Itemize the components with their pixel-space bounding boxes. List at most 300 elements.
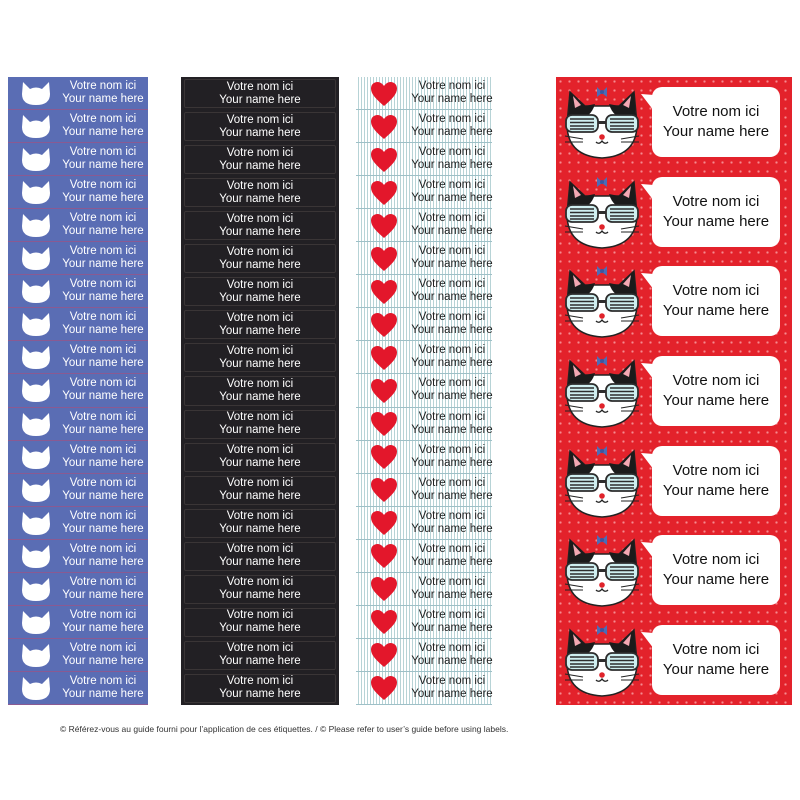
name-line-french: Votre nom ici	[69, 575, 137, 588]
name-line-english: Your name here	[219, 192, 301, 205]
name-line-english: Your name here	[662, 302, 770, 320]
name-line-english: Your name here	[411, 324, 493, 337]
label-text	[412, 441, 492, 473]
name-line-french: Votre nom ici	[69, 608, 137, 621]
name-line-english: Your name here	[62, 654, 144, 667]
name-line-english: Your name here	[219, 556, 301, 569]
label-text	[412, 176, 492, 208]
cat-with-sunglasses-icon	[561, 174, 643, 250]
name-line-english: Your name here	[411, 192, 493, 205]
name-label	[181, 176, 339, 209]
name-line-english: Your name here	[219, 655, 301, 668]
name-label	[356, 507, 492, 540]
label-text	[412, 209, 492, 241]
name-label	[356, 441, 492, 474]
name-line-english: Your name here	[219, 357, 301, 370]
name-label	[556, 77, 792, 167]
name-line-english: Your name here	[62, 456, 144, 469]
name-line-french: Votre nom ici	[418, 179, 486, 192]
name-line-english: Your name here	[62, 687, 144, 700]
name-line-english: Your name here	[62, 159, 144, 172]
name-label	[181, 242, 339, 275]
name-line-french: Votre nom ici	[672, 461, 760, 479]
cat-with-sunglasses-icon	[561, 443, 643, 519]
name-label	[181, 143, 339, 176]
name-label	[356, 176, 492, 209]
cat-with-sunglasses-icon	[561, 353, 643, 429]
label-strip-striped-hearts	[356, 77, 492, 705]
label-text	[181, 672, 339, 705]
name-line-english: Your name here	[62, 192, 144, 205]
label-text	[412, 275, 492, 307]
cat-head-icon	[20, 577, 52, 602]
speech-bubble	[652, 625, 780, 695]
label-text	[58, 573, 148, 605]
name-line-english: Your name here	[411, 555, 493, 568]
label-text	[58, 308, 148, 340]
name-line-french: Votre nom ici	[69, 212, 137, 225]
cat-head-icon	[20, 478, 52, 503]
name-label	[556, 256, 792, 346]
name-label	[8, 176, 148, 209]
name-line-english: Your name here	[219, 688, 301, 701]
cat-head-icon	[20, 312, 52, 337]
name-label	[8, 275, 148, 308]
label-text	[181, 441, 339, 474]
heart-icon	[370, 213, 398, 239]
name-label	[556, 167, 792, 257]
name-label	[556, 346, 792, 436]
name-line-english: Your name here	[219, 424, 301, 437]
label-text	[412, 374, 492, 406]
label-text	[652, 625, 780, 695]
name-label	[8, 341, 148, 374]
label-text	[181, 540, 339, 573]
label-text	[181, 209, 339, 242]
label-text	[412, 540, 492, 572]
name-line-french: Votre nom ici	[226, 576, 294, 589]
cat-with-sunglasses-icon	[561, 84, 643, 160]
name-label	[8, 639, 148, 672]
name-label	[181, 474, 339, 507]
name-label	[356, 672, 492, 705]
name-label	[556, 526, 792, 616]
label-text	[58, 441, 148, 473]
name-label	[8, 374, 148, 407]
label-text	[652, 87, 780, 157]
name-label	[181, 441, 339, 474]
name-line-french: Votre nom ici	[69, 476, 137, 489]
heart-icon	[370, 345, 398, 371]
label-text	[181, 242, 339, 275]
cat-head-icon	[20, 378, 52, 403]
cat-head-icon	[20, 246, 52, 271]
label-text	[58, 143, 148, 175]
cat-head-icon	[20, 445, 52, 470]
name-line-french: Votre nom ici	[672, 192, 760, 210]
label-text	[412, 143, 492, 175]
name-line-french: Votre nom ici	[69, 311, 137, 324]
name-line-french: Votre nom ici	[672, 551, 760, 569]
name-label	[8, 143, 148, 176]
label-text	[412, 341, 492, 373]
name-label	[356, 110, 492, 143]
name-label	[356, 474, 492, 507]
name-line-english: Your name here	[62, 258, 144, 271]
cat-with-sunglasses-icon	[561, 263, 643, 339]
name-label	[8, 540, 148, 573]
heart-icon	[370, 510, 398, 536]
name-line-french: Votre nom ici	[418, 146, 486, 159]
heart-icon	[370, 114, 398, 140]
label-text	[652, 446, 780, 516]
name-label	[181, 341, 339, 374]
label-strip-red-sunglasses-cats	[556, 77, 792, 705]
name-line-french: Votre nom ici	[69, 179, 137, 192]
name-label	[181, 507, 339, 540]
name-label	[181, 209, 339, 242]
name-line-french: Votre nom ici	[418, 542, 486, 555]
name-line-english: Your name here	[411, 390, 493, 403]
name-line-french: Votre nom ici	[226, 179, 294, 192]
speech-bubble	[652, 535, 780, 605]
label-text	[58, 275, 148, 307]
label-text	[181, 507, 339, 540]
name-line-french: Votre nom ici	[418, 245, 486, 258]
label-text	[58, 672, 148, 704]
name-label	[8, 209, 148, 242]
name-line-french: Votre nom ici	[418, 575, 486, 588]
name-label	[8, 507, 148, 540]
heart-icon	[370, 675, 398, 701]
label-text	[181, 374, 339, 407]
name-line-english: Your name here	[62, 522, 144, 535]
name-line-french: Votre nom ici	[69, 113, 137, 126]
name-line-french: Votre nom ici	[418, 674, 486, 687]
cat-head-icon	[20, 676, 52, 701]
name-line-french: Votre nom ici	[672, 102, 760, 120]
label-text	[412, 639, 492, 671]
name-line-french: Votre nom ici	[69, 377, 137, 390]
name-label	[8, 77, 148, 110]
heart-icon	[370, 378, 398, 404]
label-text	[652, 356, 780, 426]
name-line-french: Votre nom ici	[418, 443, 486, 456]
name-line-french: Votre nom ici	[226, 411, 294, 424]
name-line-french: Votre nom ici	[418, 212, 486, 225]
heart-icon	[370, 444, 398, 470]
heart-icon	[370, 246, 398, 272]
name-label	[356, 77, 492, 110]
name-line-english: Your name here	[411, 291, 493, 304]
name-label	[8, 672, 148, 705]
label-text	[412, 507, 492, 539]
name-label	[356, 606, 492, 639]
label-text	[652, 266, 780, 336]
name-line-french: Votre nom ici	[226, 212, 294, 225]
name-line-french: Votre nom ici	[226, 278, 294, 291]
name-line-english: Your name here	[62, 324, 144, 337]
label-text	[58, 176, 148, 208]
name-line-english: Your name here	[662, 212, 770, 230]
name-label	[181, 308, 339, 341]
name-line-french: Votre nom ici	[69, 674, 137, 687]
heart-icon	[370, 312, 398, 338]
name-line-french: Votre nom ici	[226, 543, 294, 556]
label-text	[181, 639, 339, 672]
name-line-french: Votre nom ici	[672, 282, 760, 300]
name-line-english: Your name here	[411, 225, 493, 238]
name-line-french: Votre nom ici	[418, 80, 486, 93]
heart-icon	[370, 180, 398, 206]
heart-icon	[370, 609, 398, 635]
name-line-french: Votre nom ici	[69, 278, 137, 291]
label-text	[181, 341, 339, 374]
label-text	[181, 308, 339, 341]
name-line-french: Votre nom ici	[69, 344, 137, 357]
name-line-english: Your name here	[219, 622, 301, 635]
speech-bubble	[652, 87, 780, 157]
name-label	[8, 606, 148, 639]
name-label	[181, 408, 339, 441]
name-line-english: Your name here	[411, 621, 493, 634]
name-line-english: Your name here	[662, 571, 770, 589]
label-text	[58, 474, 148, 506]
heart-icon	[370, 576, 398, 602]
name-label	[356, 308, 492, 341]
cat-head-icon	[20, 114, 52, 139]
label-text	[652, 535, 780, 605]
name-line-french: Votre nom ici	[69, 542, 137, 555]
name-line-french: Votre nom ici	[418, 641, 486, 654]
label-text	[412, 242, 492, 274]
label-text	[412, 573, 492, 605]
label-text	[181, 408, 339, 441]
name-label	[356, 275, 492, 308]
label-text	[412, 308, 492, 340]
label-text	[652, 177, 780, 247]
name-line-french: Votre nom ici	[226, 642, 294, 655]
heart-icon	[370, 81, 398, 107]
heart-icon	[370, 411, 398, 437]
name-line-french: Votre nom ici	[418, 344, 486, 357]
name-line-french: Votre nom ici	[226, 113, 294, 126]
label-text	[58, 77, 148, 109]
name-line-french: Votre nom ici	[418, 410, 486, 423]
label-text	[58, 639, 148, 671]
name-line-english: Your name here	[662, 391, 770, 409]
cat-head-icon	[20, 610, 52, 635]
name-line-french: Votre nom ici	[226, 80, 294, 93]
name-line-english: Your name here	[62, 621, 144, 634]
name-line-french: Votre nom ici	[418, 377, 486, 390]
cat-with-sunglasses-icon	[561, 622, 643, 698]
name-line-english: Your name here	[219, 324, 301, 337]
name-line-english: Your name here	[411, 588, 493, 601]
name-label	[356, 639, 492, 672]
name-line-french: Votre nom ici	[226, 609, 294, 622]
name-line-english: Your name here	[411, 522, 493, 535]
label-text	[412, 110, 492, 142]
name-label	[356, 408, 492, 441]
label-text	[58, 374, 148, 406]
name-line-english: Your name here	[662, 122, 770, 140]
cat-head-icon	[20, 279, 52, 304]
label-text	[181, 275, 339, 308]
label-text	[412, 77, 492, 109]
cat-head-icon	[20, 213, 52, 238]
heart-icon	[370, 279, 398, 305]
cat-head-icon	[20, 180, 52, 205]
label-text	[412, 606, 492, 638]
name-line-french: Votre nom ici	[418, 278, 486, 291]
name-line-english: Your name here	[411, 357, 493, 370]
usage-note: © Référez-vous au guide fourni pour l’application de ces étiquettes. / © Please refer to user’s guide before using labels.	[60, 724, 509, 734]
name-line-french: Votre nom ici	[226, 146, 294, 159]
name-line-french: Votre nom ici	[69, 80, 137, 93]
name-label	[356, 374, 492, 407]
cat-head-icon	[20, 643, 52, 668]
name-line-french: Votre nom ici	[226, 510, 294, 523]
name-line-french: Votre nom ici	[69, 410, 137, 423]
name-line-english: Your name here	[662, 661, 770, 679]
name-line-english: Your name here	[62, 225, 144, 238]
name-line-english: Your name here	[411, 687, 493, 700]
cat-with-sunglasses-icon	[561, 532, 643, 608]
name-line-english: Your name here	[62, 126, 144, 139]
name-line-english: Your name here	[62, 390, 144, 403]
name-line-french: Votre nom ici	[69, 509, 137, 522]
name-label	[356, 540, 492, 573]
speech-bubble	[652, 446, 780, 516]
name-line-french: Votre nom ici	[672, 641, 760, 659]
name-line-english: Your name here	[411, 456, 493, 469]
cat-head-icon	[20, 544, 52, 569]
name-line-french: Votre nom ici	[418, 113, 486, 126]
name-line-english: Your name here	[411, 258, 493, 271]
name-label	[181, 374, 339, 407]
name-line-french: Votre nom ici	[226, 675, 294, 688]
name-label	[356, 573, 492, 606]
speech-bubble	[652, 266, 780, 336]
name-label	[556, 615, 792, 705]
name-label	[8, 408, 148, 441]
cat-head-icon	[20, 345, 52, 370]
name-line-french: Votre nom ici	[226, 344, 294, 357]
name-line-english: Your name here	[62, 423, 144, 436]
label-text	[412, 474, 492, 506]
name-line-english: Your name here	[62, 489, 144, 502]
label-text	[58, 606, 148, 638]
label-text	[58, 540, 148, 572]
name-label	[8, 110, 148, 143]
label-text	[412, 408, 492, 440]
name-line-english: Your name here	[62, 357, 144, 370]
name-line-french: Votre nom ici	[69, 641, 137, 654]
name-label	[8, 308, 148, 341]
name-line-french: Votre nom ici	[226, 245, 294, 258]
name-label	[8, 474, 148, 507]
name-line-english: Your name here	[62, 588, 144, 601]
label-text	[58, 507, 148, 539]
name-line-english: Your name here	[62, 93, 144, 106]
label-text	[412, 672, 492, 704]
name-line-english: Your name here	[411, 126, 493, 139]
name-label	[8, 573, 148, 606]
name-label	[356, 143, 492, 176]
name-label	[181, 672, 339, 705]
name-label	[356, 341, 492, 374]
name-line-english: Your name here	[219, 291, 301, 304]
label-text	[58, 209, 148, 241]
name-line-english: Your name here	[411, 159, 493, 172]
name-line-french: Votre nom ici	[226, 477, 294, 490]
name-label	[556, 436, 792, 526]
label-text	[58, 242, 148, 274]
label-text	[181, 606, 339, 639]
name-label	[356, 242, 492, 275]
speech-bubble	[652, 177, 780, 247]
name-line-english: Your name here	[219, 457, 301, 470]
label-text	[181, 474, 339, 507]
name-label	[181, 573, 339, 606]
name-line-english: Your name here	[219, 589, 301, 602]
label-text	[58, 110, 148, 142]
name-label	[181, 606, 339, 639]
name-line-english: Your name here	[662, 481, 770, 499]
name-line-french: Votre nom ici	[418, 311, 486, 324]
name-label	[181, 110, 339, 143]
name-line-english: Your name here	[219, 93, 301, 106]
name-label	[181, 639, 339, 672]
name-line-english: Your name here	[219, 523, 301, 536]
name-line-french: Votre nom ici	[418, 509, 486, 522]
label-text	[181, 77, 339, 110]
heart-icon	[370, 477, 398, 503]
heart-icon	[370, 543, 398, 569]
cat-head-icon	[20, 147, 52, 172]
label-strip-blue-cats	[8, 77, 148, 705]
name-label	[8, 242, 148, 275]
name-label	[8, 441, 148, 474]
name-line-french: Votre nom ici	[69, 146, 137, 159]
speech-bubble	[652, 356, 780, 426]
label-text	[181, 573, 339, 606]
cat-head-icon	[20, 511, 52, 536]
name-line-english: Your name here	[411, 423, 493, 436]
name-label	[356, 209, 492, 242]
label-text	[58, 341, 148, 373]
name-line-french: Votre nom ici	[672, 371, 760, 389]
label-text	[181, 176, 339, 209]
cat-head-icon	[20, 81, 52, 106]
name-line-english: Your name here	[219, 159, 301, 172]
name-line-english: Your name here	[219, 126, 301, 139]
name-line-english: Your name here	[62, 291, 144, 304]
label-text	[181, 143, 339, 176]
name-label	[181, 275, 339, 308]
label-text	[181, 110, 339, 143]
name-line-french: Votre nom ici	[226, 444, 294, 457]
heart-icon	[370, 147, 398, 173]
name-line-french: Votre nom ici	[69, 443, 137, 456]
name-label	[181, 540, 339, 573]
name-line-english: Your name here	[411, 654, 493, 667]
name-line-english: Your name here	[62, 555, 144, 568]
name-line-english: Your name here	[411, 489, 493, 502]
label-strip-black	[181, 77, 339, 705]
name-line-french: Votre nom ici	[418, 476, 486, 489]
